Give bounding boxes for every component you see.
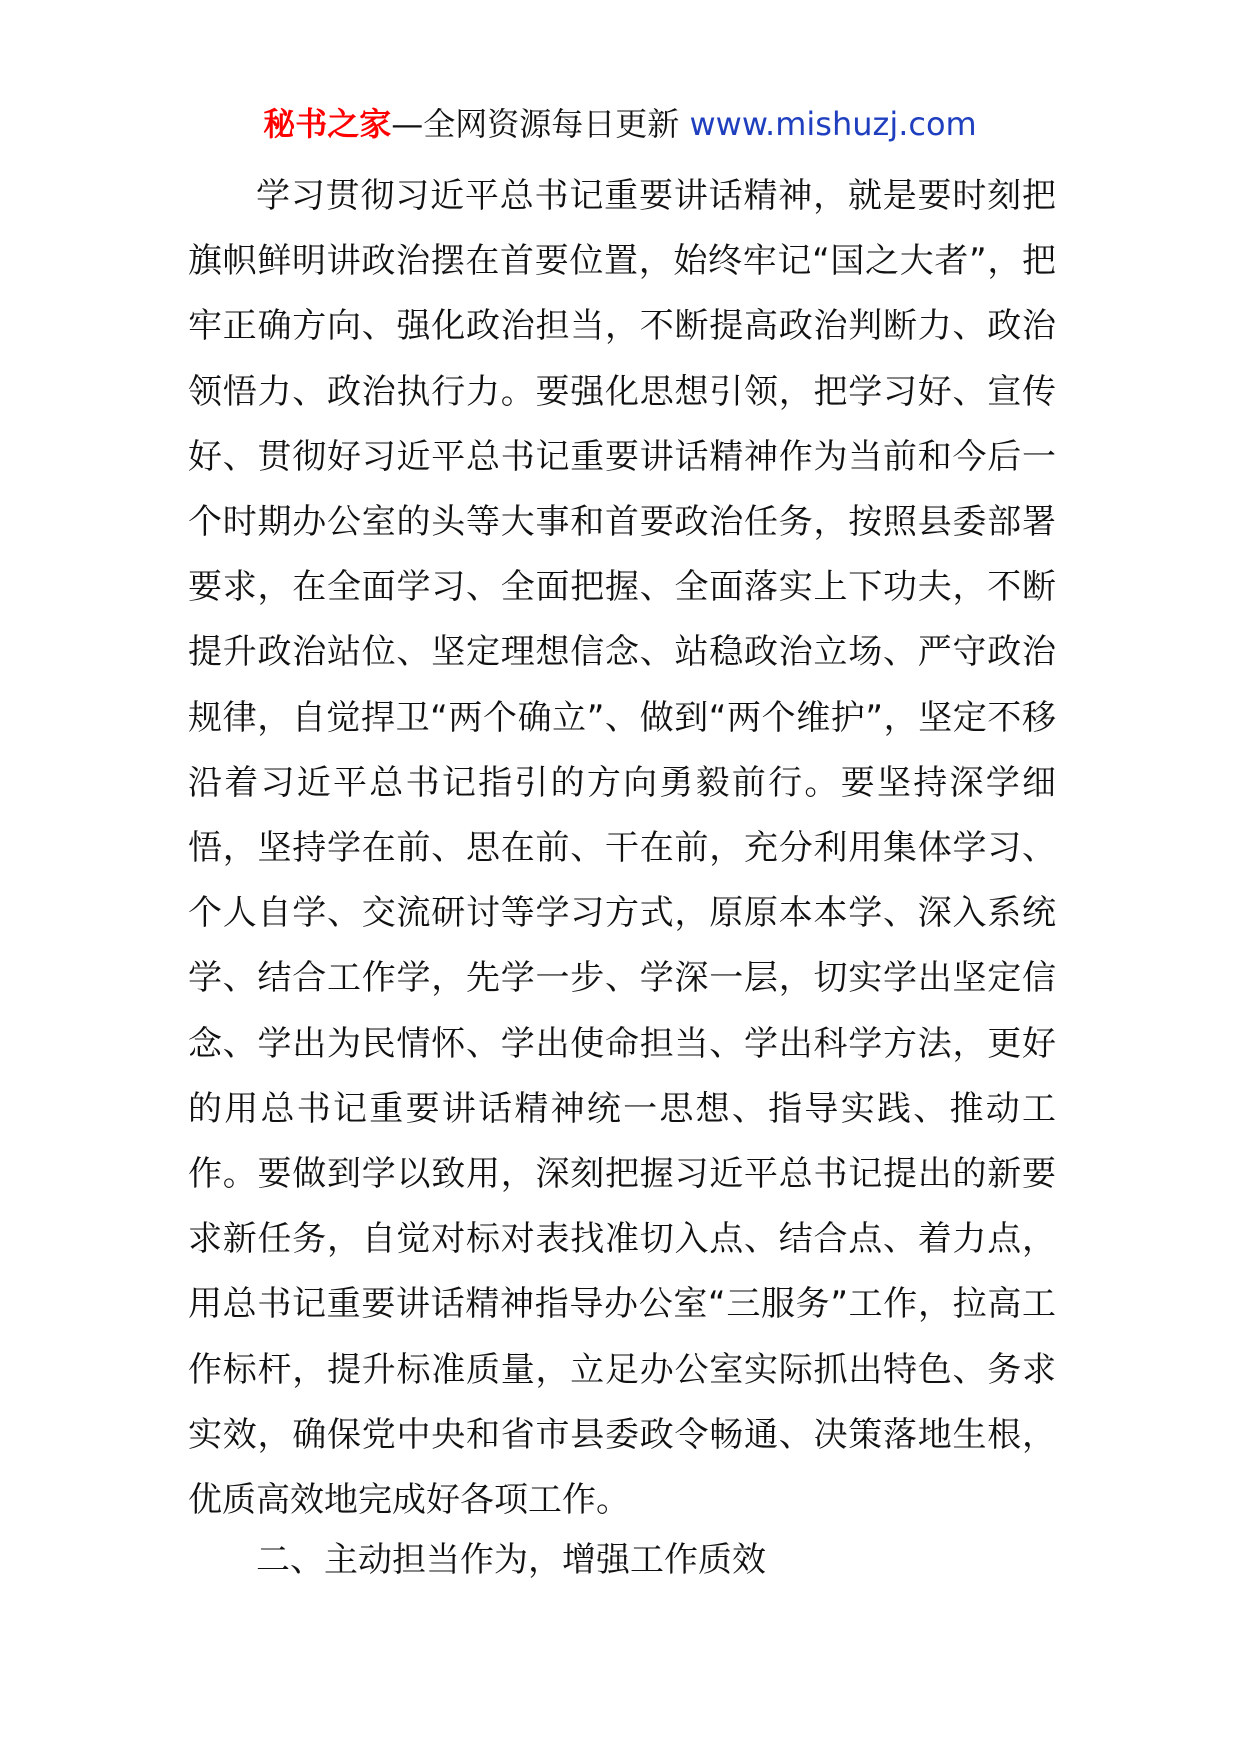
brand-name: 秘书之家 bbox=[263, 105, 392, 143]
page-header bbox=[0, 102, 1240, 146]
site-url-link[interactable]: www.mishuzj.com bbox=[689, 105, 977, 143]
body-paragraph: 学习贯彻习近平总书记重要讲话精神，就是要时刻把旗帜鲜明讲政治摆在首要位置，始终牢记“国之大者”，把牢正确方向、强化政治担当，不断提高政治判断力、政治领悟力、政治执行力。要强化思想引领，把学习好、宣传好、贯彻好习近平总书记重要讲话精神作为当前和今后一个时期办公室的头等大事和首要政治任务，按照县委部署要求，在全面学习、全面把握、全面落实上下功夫，不断提升政治站位、坚定理想信念、站稳政治立场、严守政治规律，自觉捍卫“两个确立”、做到“两个维护”，坚定不移沿着习近平总书记指引的方向勇毅前行。要坚持深学细悟，坚持学在前、思在前、干在前，充分利用集体学习、个人自学、交流研讨等学习方式，原原本本学、深入系统学、结合工作学，先学一步、学深一层，切实学出坚定信念、学出为民情怀、学出使命担当、学出科学方法，更好的用总书记重要讲话精神统一思想、指导实践、推动工作。要做到学以致用，深刻把握习近平总书记提出的新要求新任务，自觉对标对表找准切入点、结合点、着力点，用总书记重要讲话精神指导办公室“三服务”工作，拉高工作标杆，提升标准质量，立足办公室实际抓出特色、务求实效，确保党中央和省市县委政令畅通、决策落地生根，优质高效地完成好各项工作。 bbox=[188, 176, 1056, 1521]
section-heading: 二、主动担当作为，增强工作质效 bbox=[256, 1540, 766, 1580]
header-tagline: —全网资源每日更新 bbox=[391, 105, 680, 143]
